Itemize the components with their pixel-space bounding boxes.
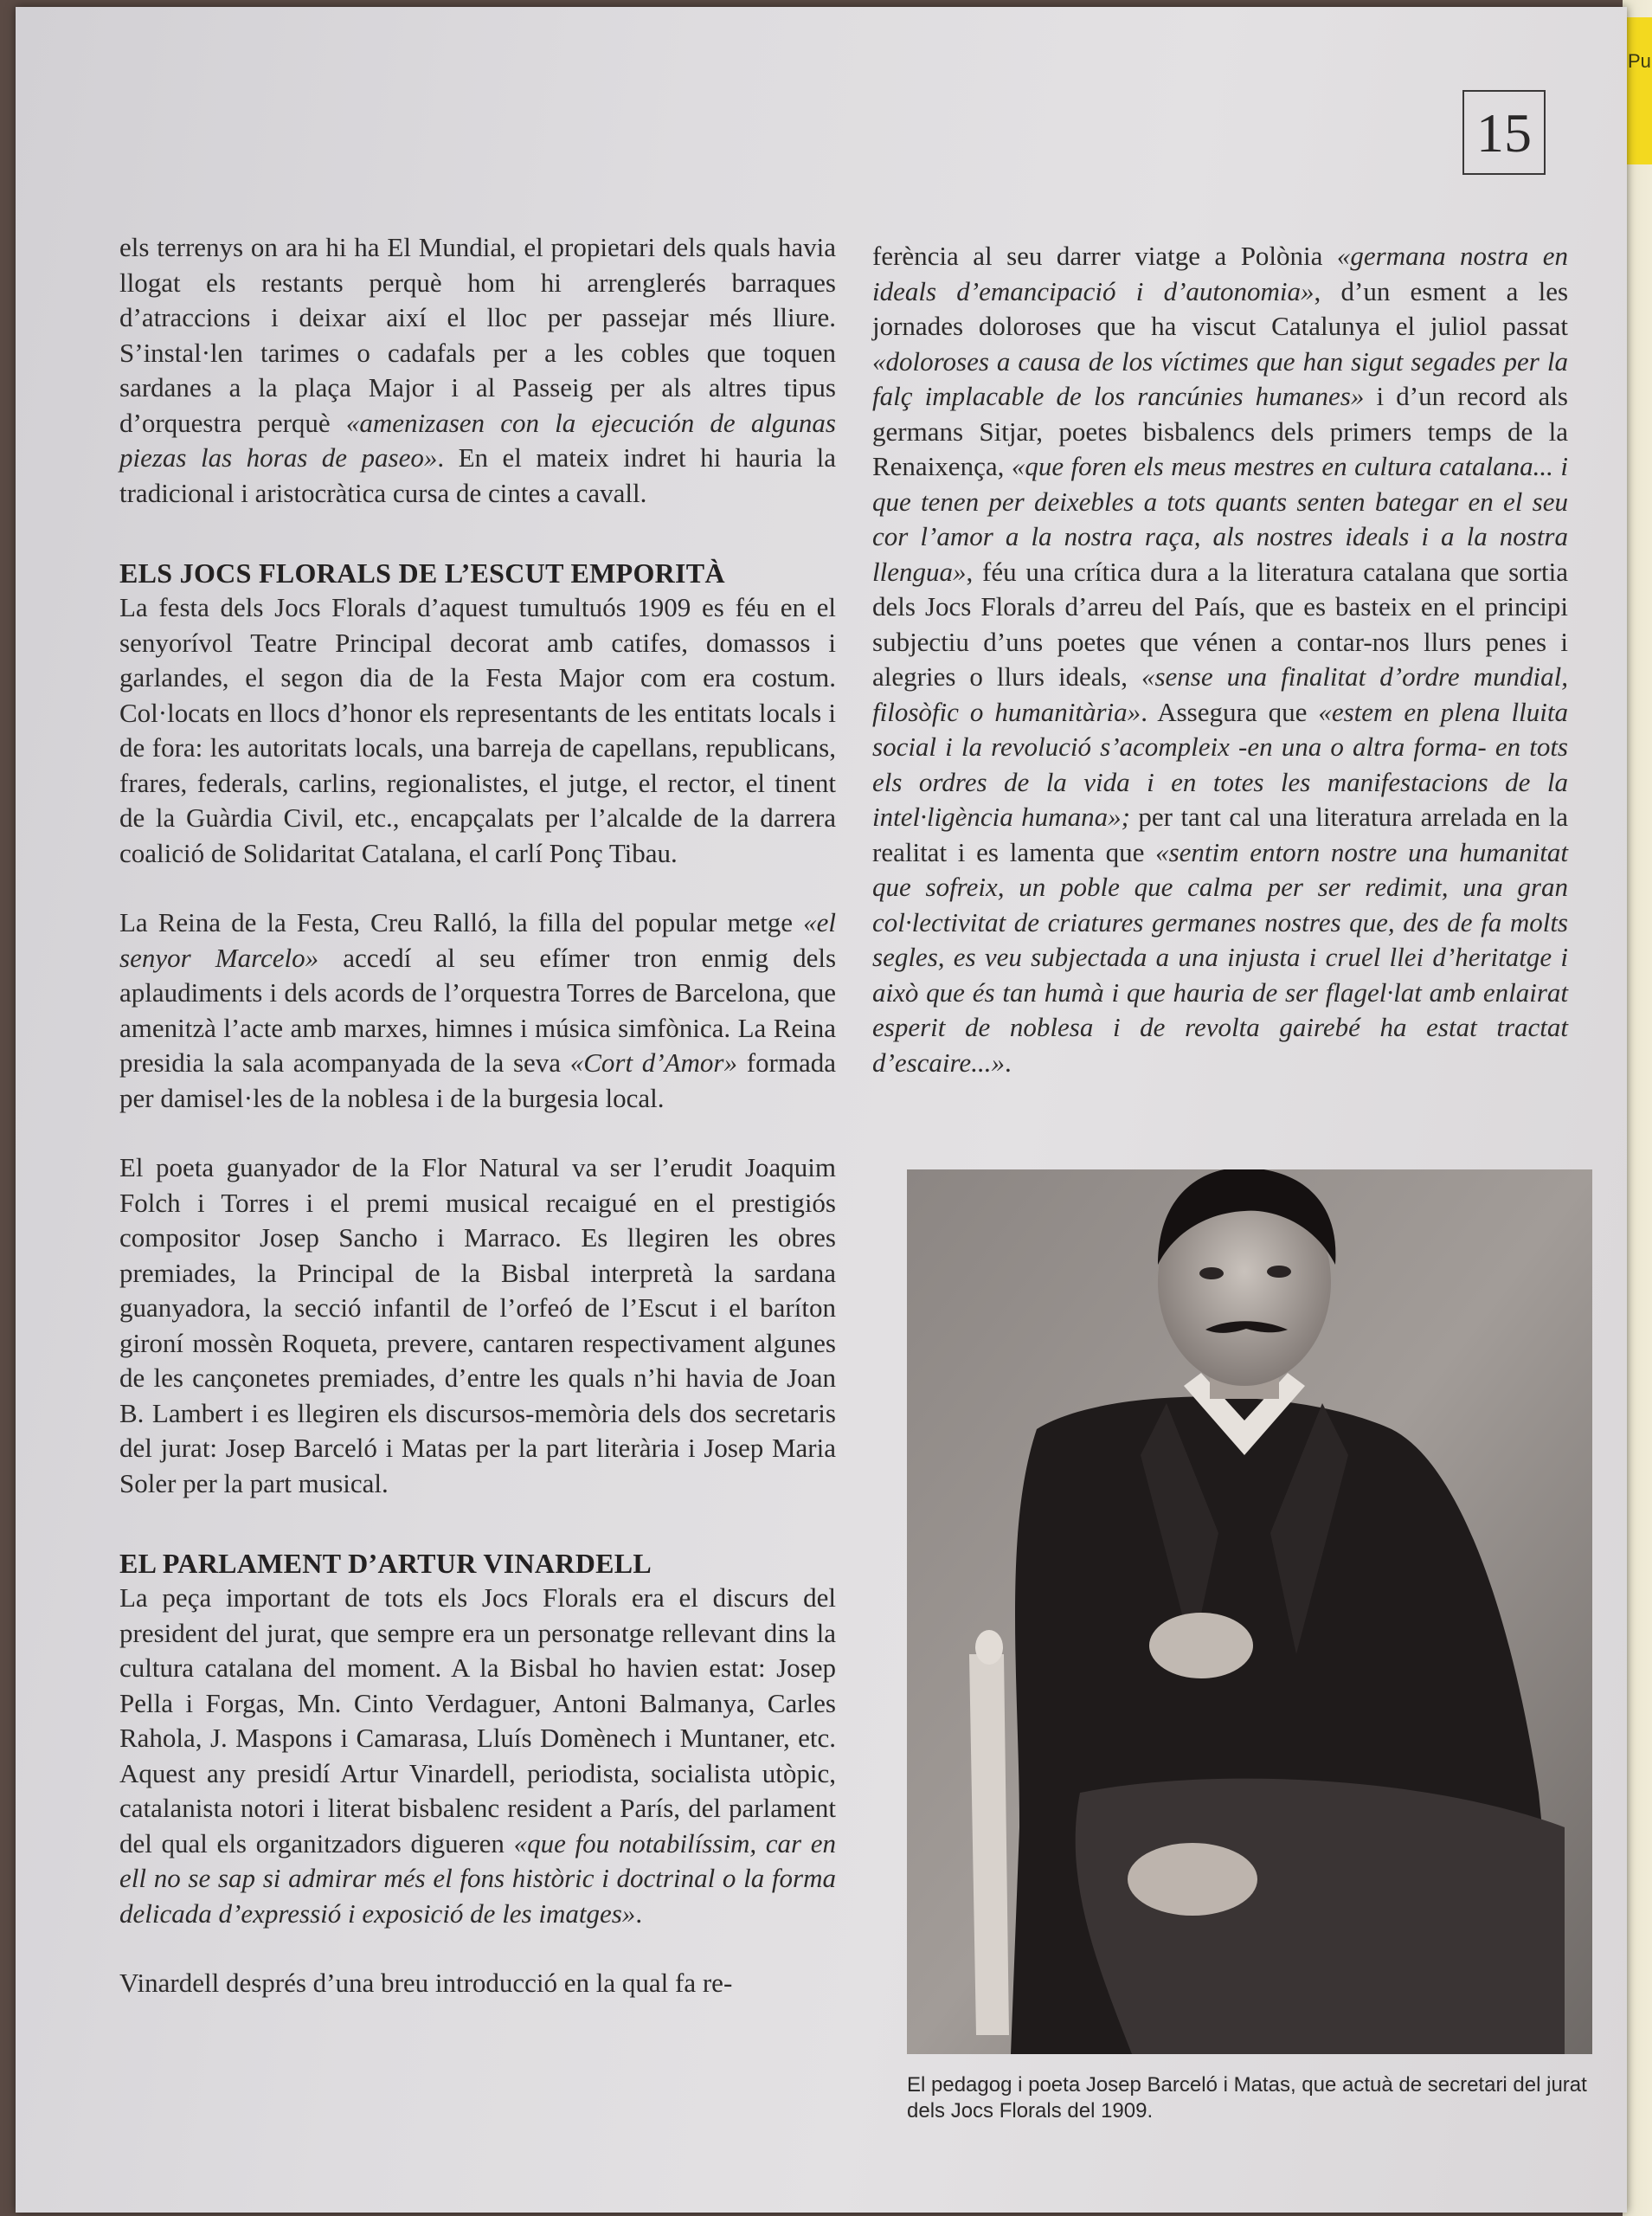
portrait-illustration xyxy=(907,1169,1592,2054)
text: La Reina de la Festa, Creu Ralló, la filla del popular metge xyxy=(119,907,804,937)
text: accedí al seu efímer tron enmig dels aplaudiments i dels acords de l’orquestra Torres de Barcelona, que amenitzà l’acte amb marxes, himnes i música simfònica. La Reina presidia la sala acompanyada de la seva xyxy=(119,942,837,1078)
quote: «que fou notabilíssim, car en ell no se sap si admirar més el fons històric i doctrinal o la forma delicada d’expressió i exposició de les imatges» xyxy=(119,1827,836,1929)
left-column xyxy=(119,230,836,2001)
paragraph-reina xyxy=(119,905,836,1116)
paragraph-festa: La festa dels Jocs Florals d’aquest tumultuós 1909 es féu en el senyorívol Teatre Principal decorat amb catifes, domassos i garlandes, el segon dia de la Festa Major com era costum. Col·locats en llocs d’honor els representants de les entitats locals i de fora: les autoritats locals, una barreja de capellans, republicans, frares, federals, carlins, regionalistes, el jutge, el rector, el tinent de la Guàrdia Civil, etc., encapçalats per l’alcalde de la darrera coalició de Solidaritat Catalana, el carlí Ponç Tibau. xyxy=(119,592,836,868)
text: . xyxy=(635,1897,643,1929)
section-heading-jocs-florals: ELS JOCS FLORALS DE L’ESCUT EMPORITÀ xyxy=(119,557,725,589)
section-heading-parlament: EL PARLAMENT D’ARTUR VINARDELL xyxy=(119,1548,652,1579)
paragraph-discurs xyxy=(119,1581,836,1931)
paragraph-vinardell: Vinardell després d’una breu introducció en la qual fa re- xyxy=(119,1968,733,1998)
quote: «que foren els meus mestres en cultura catalana... i que tenen per deixebles a tots quants senten bategar en el seu cor l’amor a la nostra raça, als nostres ideals i a la nostra llengua» xyxy=(872,451,1568,587)
text: . Assegura que xyxy=(1141,696,1319,727)
quote: «doloroses a causa de los víctimes que han sigut segades per la falç implacable de los rancúnies humanes» xyxy=(872,345,1568,411)
intro-text: els terrenys on ara hi ha El Mundial, el propietari dels quals havia llogat els restants perquè hom hi arrenglerés barraques d’atraccions i deixar així el lloc per passejar més lliure. S’instal·len tarimes o cadafals per a les cobles que toquen sardanes a la plaça Major i al Passeig per als altres tipus d’orquestra perquè xyxy=(119,232,836,438)
sticky-note-text: Pu xyxy=(1628,50,1651,72)
page-number: 15 xyxy=(1462,90,1546,175)
text: , féu una crítica dura a la literatura catalana que sortia dels Jocs Florals d’arreu del País, que es basteix en el principi subjectiu d’uns poetes que vénen a contar-nos llurs penes i alegries o llurs ideals, xyxy=(872,556,1568,692)
photo-caption: El pedagog i poeta Josep Barceló i Matas, que actuà de secretari del jurat dels Jocs Florals del 1909. xyxy=(907,2073,1587,2123)
adjacent-page-edge xyxy=(1623,0,1652,2216)
text: per tant cal una literatura arrelada en la realitat i es lamenta que xyxy=(872,802,1569,867)
quote: «germana nostra en ideals d’emancipació i d’autonomia» xyxy=(872,241,1568,306)
portrait-photo xyxy=(907,1169,1592,2054)
intro-end-text: . En el mateix indret hi hauria la tradicional i aristocràtica cursa de cintes a cavall. xyxy=(119,442,836,508)
quote: «sentim entorn nostre una humanitat que sofreix, un poble que calma per ser redimit, una gran col·lectivitat de criatures germanes nostres que, des de fa molts segles, es veu subjectada a una injusta i cruel llei d’heritatge i això que és tan humà i que hauria de ser flagel·lat amb enlairat esperit de noblesa i de revolta gairebé ha estat tractat d’escaire...» xyxy=(872,836,1568,1078)
quote: «sense una finalitat d’ordre mundial, filosòfic o humanitària» xyxy=(872,661,1568,727)
quote: «el senyor Marcelo» xyxy=(119,907,836,973)
intro-paragraph xyxy=(119,230,836,511)
quote: «estem en plena lluita social i la revolució s’acompleix -en una o altra forma- en tots els ordres de la vida i en totes les manifestacions de la intel·ligència humana»; xyxy=(872,696,1569,832)
intro-quote: «amenizasen con la ejecución de algunas piezas las horas de paseo» xyxy=(119,407,836,473)
text: La peça important de tots els Jocs Florals era el discurs del president del jurat, que sempre era un personatge rellevant dins la cultura catalana del moment. A la Bisbal ho havien estat: Josep Pella i Forgas, Mn. Cinto Verdaguer, Antoni Balmanya, Carles Rahola, J. Maspons i Camarasa, Lluís Domènech i Muntaner, etc. Aquest any presidí Artur Vinardell, periodista, socialista utòpic, catalanista notori i literat bisbalenc resident a París, del parlament del qual els organitzadors digueren xyxy=(119,1582,836,1858)
text: formada per damisel·les de la noblesa i de la burgesia local. xyxy=(119,1047,836,1113)
paragraph-continuation xyxy=(872,239,1568,1080)
magazine-page xyxy=(16,7,1627,2213)
text: , d’un esment a les jornades doloroses que ha viscut Catalunya el juliol passat xyxy=(872,275,1569,341)
text: . xyxy=(1004,1047,1012,1078)
text: ferència al seu darrer viatge a Polònia xyxy=(872,241,1337,271)
right-column xyxy=(872,239,1568,1080)
paragraph-poeta: El poeta guanyador de la Flor Natural va ser l’erudit Joaquim Folch i Torres i el premi musical recaigué en el prestigiós compositor Josep Sancho i Marraco. Es llegiren les obres premiades, la Principal de la Bisbal interpretà la sardana guanyadora, la secció infantil de l’orfeó de l’Escut i el baríton gironí mossèn Roqueta, prevere, cantaren respectivament algunes de les cançonetes premiades, d’entre les quals n’hi havia de Joan B. Lambert i es llegiren els discursos-memòria dels dos secretaris del jurat: Josep Barceló i Matas per la part literària i Josep Maria Soler per la part musical. xyxy=(119,1152,836,1498)
text: i d’un record als germans Sitjar, poetes bisbalencs dels primers temps de la Renaixença, xyxy=(872,381,1568,481)
quote: «Cort d’Amor» xyxy=(569,1047,737,1078)
